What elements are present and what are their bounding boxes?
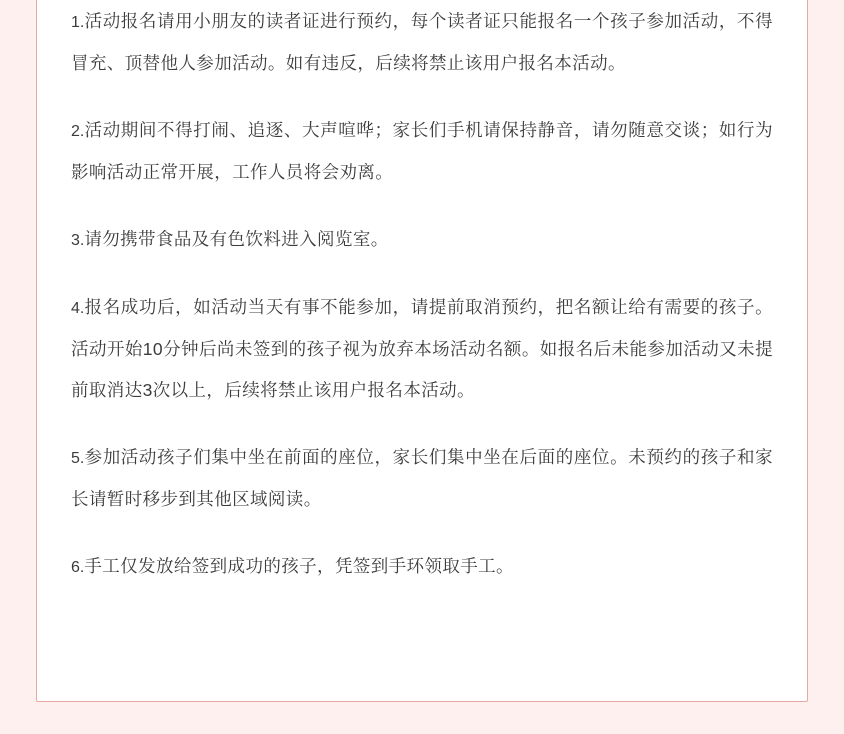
rules-card-inner (37, 0, 807, 588)
rule-item (71, 1, 773, 84)
rule-number: 5. (71, 450, 85, 467)
rule-text: 活动期间不得打闹、追逐、大声喧哗；家长们手机请保持静音，请勿随意交谈；如行为影响活动正常开展，工作人员将会劝离。 (71, 120, 773, 182)
rule-text: 报名成功后，如活动当天有事不能参加，请提前取消预约，把名额让给有需要的孩子。活动开始10分钟后尚未签到的孩子视为放弃本场活动名额。如报名后未能参加活动又未提前取消达3次以上，后续将禁止该用户报名本活动。 (71, 297, 773, 400)
rule-text: 请勿携带食品及有色饮料进入阅览室。 (84, 229, 389, 249)
rule-item (71, 219, 773, 261)
rule-text: 手工仅发放给签到成功的孩子，凭签到手环领取手工。 (84, 556, 514, 576)
rule-item (71, 110, 773, 193)
rule-text: 活动报名请用小朋友的读者证进行预约，每个读者证只能报名一个孩子参加活动，不得冒充、顶替他人参加活动。如有违反，后续将禁止该用户报名本活动。 (71, 11, 773, 73)
rule-number: 6. (71, 559, 85, 576)
rule-number: 3. (71, 232, 85, 249)
rules-card (36, 0, 808, 702)
rule-number: 2. (71, 123, 85, 140)
rule-item (71, 287, 773, 411)
rule-item (71, 546, 773, 588)
rule-number: 4. (71, 300, 85, 317)
rule-item (71, 437, 773, 520)
rule-number: 1. (71, 14, 85, 31)
rule-text: 参加活动孩子们集中坐在前面的座位，家长们集中坐在后面的座位。未预约的孩子和家长请暂时移步到其他区域阅读。 (71, 447, 773, 509)
